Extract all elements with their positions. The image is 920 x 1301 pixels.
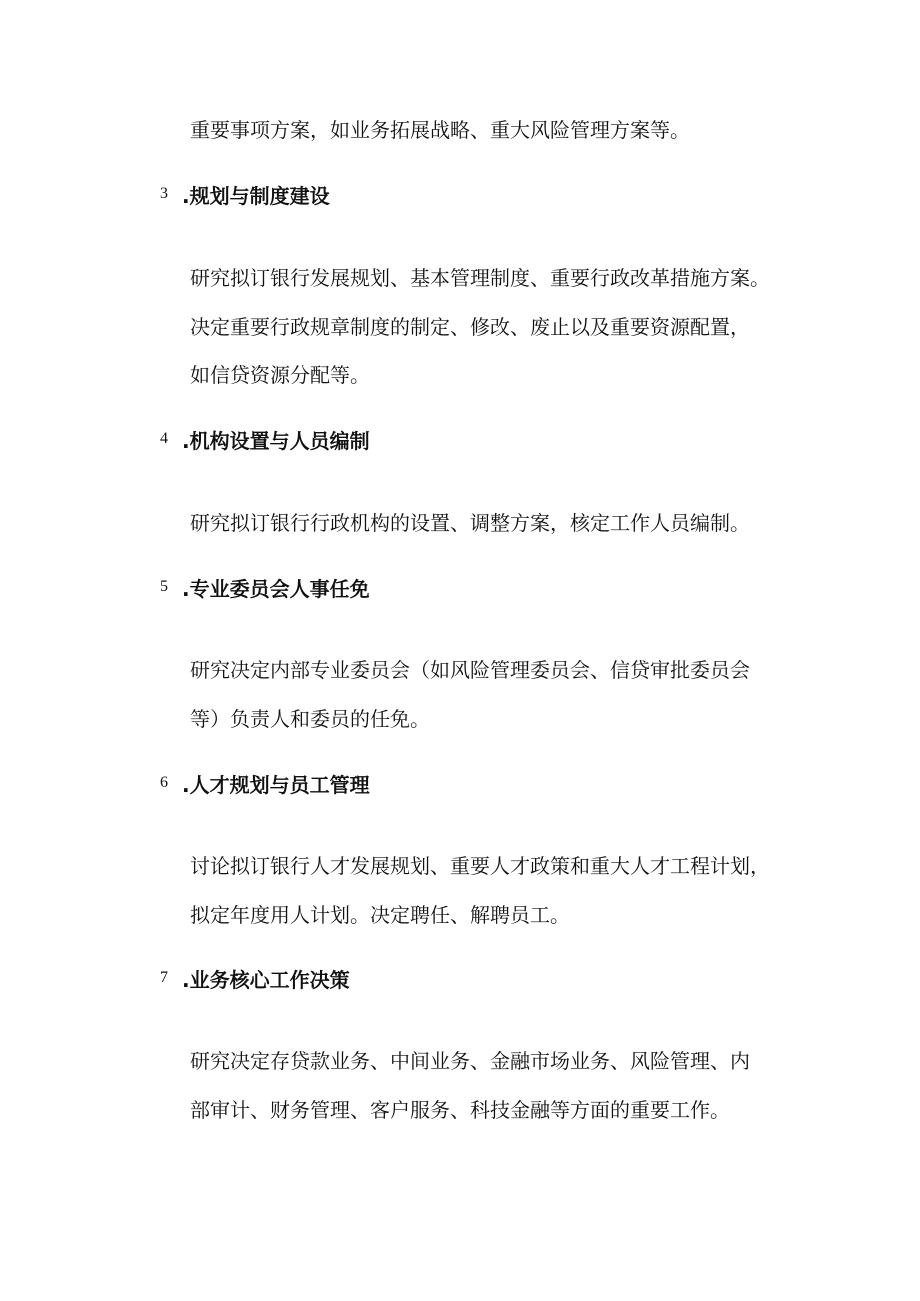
section-heading-3: [160, 180, 330, 208]
section-title: .业务核心工作决策: [182, 967, 350, 992]
section-heading-6: [160, 769, 370, 797]
section-number: 4: [160, 430, 168, 447]
paragraph-line: 讨论拟订银行人才发展规划、重要人才政策和重大人才工程计划，: [190, 854, 770, 878]
section-number: 5: [160, 578, 168, 595]
paragraph-line: 如信贷资源分配等。: [190, 363, 370, 387]
section-heading-5: [160, 573, 370, 601]
section-title: .规划与制度建设: [182, 183, 330, 208]
paragraph-line: 研究决定内部专业委员会（如风险管理委员会、信贷审批委员会: [190, 658, 750, 682]
section-number: 7: [160, 969, 168, 986]
paragraph-line: 研究决定存贷款业务、中间业务、金融市场业务、风险管理、内: [190, 1049, 750, 1073]
section-title: .专业委员会人事任免: [182, 576, 370, 601]
paragraph-line: 决定重要行政规章制度的制定、修改、废止以及重要资源配置，: [190, 315, 750, 339]
section-heading-4: [160, 425, 370, 453]
paragraph-line: 重要事项方案，如业务拓展战略、重大风险管理方案等。: [190, 118, 690, 142]
paragraph-line: 拟定年度用人计划。决定聘任、解聘员工。: [190, 903, 570, 927]
paragraph-line: 研究拟订银行发展规划、基本管理制度、重要行政改革措施方案。: [190, 266, 770, 290]
paragraph-line: 部审计、财务管理、客户服务、科技金融等方面的重要工作。: [190, 1098, 730, 1122]
section-title: .机构设置与人员编制: [182, 428, 370, 453]
section-number: 6: [160, 774, 168, 791]
section-title: .人才规划与员工管理: [182, 772, 370, 797]
paragraph-line: 等）负责人和委员的任免。: [190, 707, 430, 731]
section-number: 3: [160, 185, 168, 202]
section-heading-7: [160, 964, 350, 992]
paragraph-line: 研究拟订银行行政机构的设置、调整方案，核定工作人员编制。: [190, 511, 750, 535]
